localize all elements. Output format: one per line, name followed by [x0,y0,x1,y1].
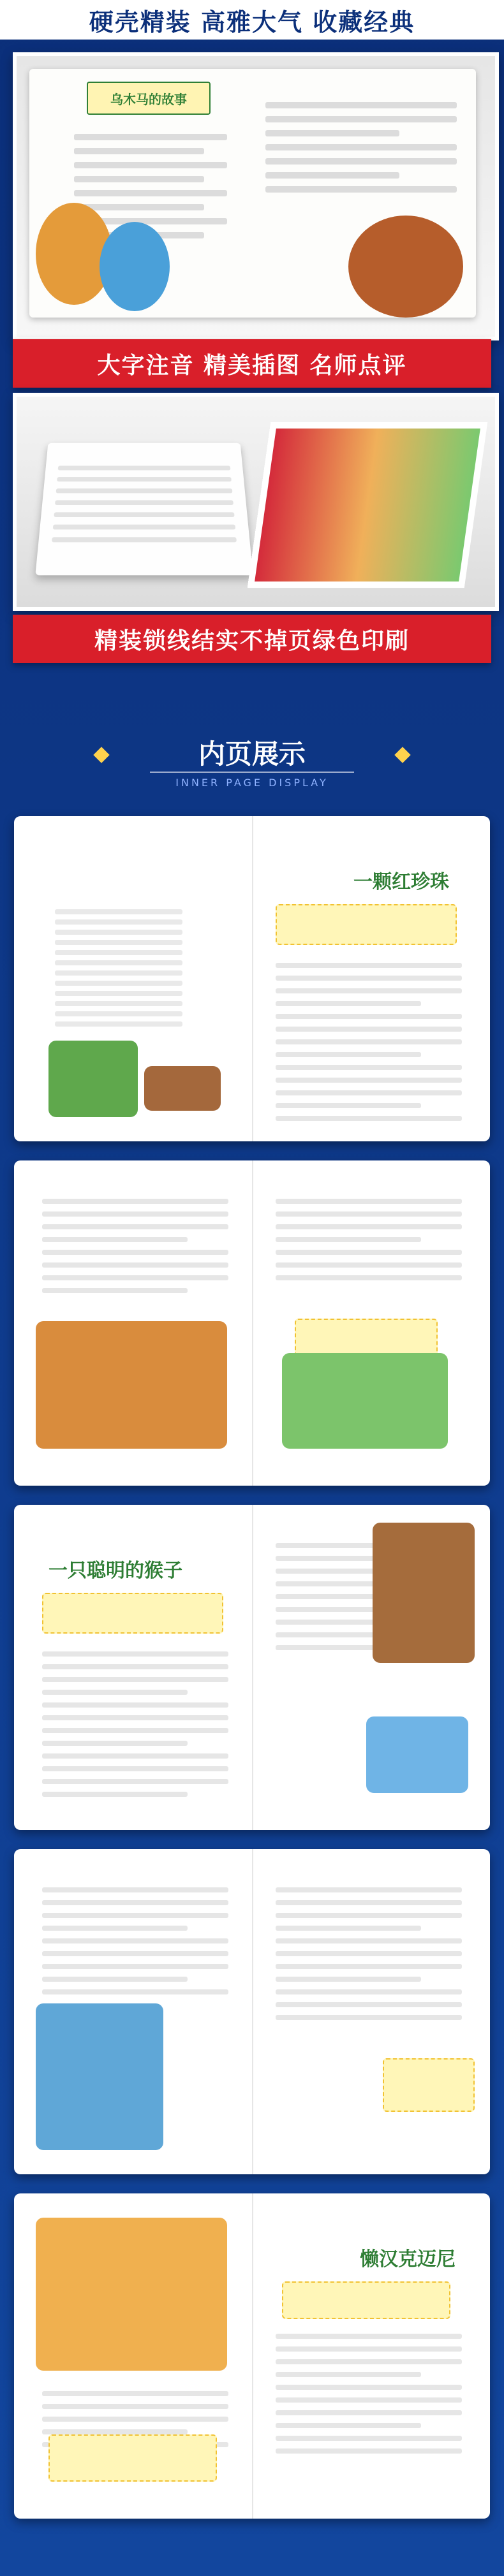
section-subtitle: INNER PAGE DISPLAY [175,777,329,789]
characters-illustration-icon [36,2218,227,2371]
inner-pages-section-title [0,727,504,803]
toc-page [23,828,248,1130]
book-photo-open [13,52,499,340]
feature-banner-2-text: 精装锁线结实不掉页绿色印刷 [94,627,410,654]
story-page-left [23,1861,248,2163]
illustration-horse-icon [348,216,463,318]
spread-fold [252,1160,253,1486]
feature-banner-2 [13,615,491,663]
story-page-right [256,2205,481,2507]
spread-fold [252,2193,253,2519]
open-book-photo [35,443,253,576]
spread-fold [252,1849,253,2174]
note-callout [383,2058,475,2112]
feature-banner-1-text: 大字注音 精美插图 名师点评 [97,351,407,379]
inner-spread-1 [14,816,490,1141]
inner-spread-4 [14,1849,490,2174]
bench-illustration-icon [144,1066,221,1111]
spread-fold [252,1505,253,1830]
top-headline-strip [0,0,504,40]
story-page-left [23,2205,248,2507]
story-text [42,1644,228,1804]
story-text [42,1191,228,1301]
tree-house-illustration-icon [36,1321,227,1449]
inner-spread-2 [14,1160,490,1486]
boy-illustration-icon [366,1716,468,1793]
story-title: 懒汉克迈尼 [360,2248,456,2271]
reading-tip-callout [282,2281,450,2319]
inner-spread-3 [14,1505,490,1830]
table-of-contents [55,904,221,1032]
reading-tip-callout [42,1593,223,1634]
comment-callout [48,2434,217,2482]
story-page [256,828,481,1130]
feature-banner-1 [13,339,491,388]
story-text [42,1880,228,2002]
story-title: 一颗红珍珠 [353,871,449,893]
star-icon [93,747,109,763]
headline-text: 硬壳精装 高雅大气 收藏经典 [89,7,415,36]
story-text [276,955,462,1129]
tree-illustration-icon [48,1041,138,1117]
book-edge-photo [248,422,488,588]
spread-fold [252,816,253,1141]
star-icon [394,747,410,763]
story-title: 一只聪明的猴子 [48,1560,182,1582]
story-page-right [256,1861,481,2163]
reading-tip-callout [276,904,457,945]
book-spread-mock [29,69,476,318]
section-title-text: 内页展示 [150,733,354,773]
illustration-boy-icon [100,222,170,311]
story-text [276,1191,462,1288]
book-story-title: 乌木马的故事 [87,82,211,115]
story-page-left [23,1516,248,1819]
story-text [276,1880,462,2028]
story-text [276,2326,462,2461]
story-page-right [256,1516,481,1819]
inner-spread-5 [14,2193,490,2519]
book-left-page [29,69,253,318]
book-right-page [253,69,476,318]
story-page-right [256,1172,481,1474]
book-photo-binding [13,393,499,611]
character-illustration-icon [36,2003,163,2150]
book-text-lines-right [265,94,457,200]
children-illustration-icon [282,1353,448,1449]
story-page-left [23,1172,248,1474]
monkey-illustration-icon [373,1523,475,1663]
